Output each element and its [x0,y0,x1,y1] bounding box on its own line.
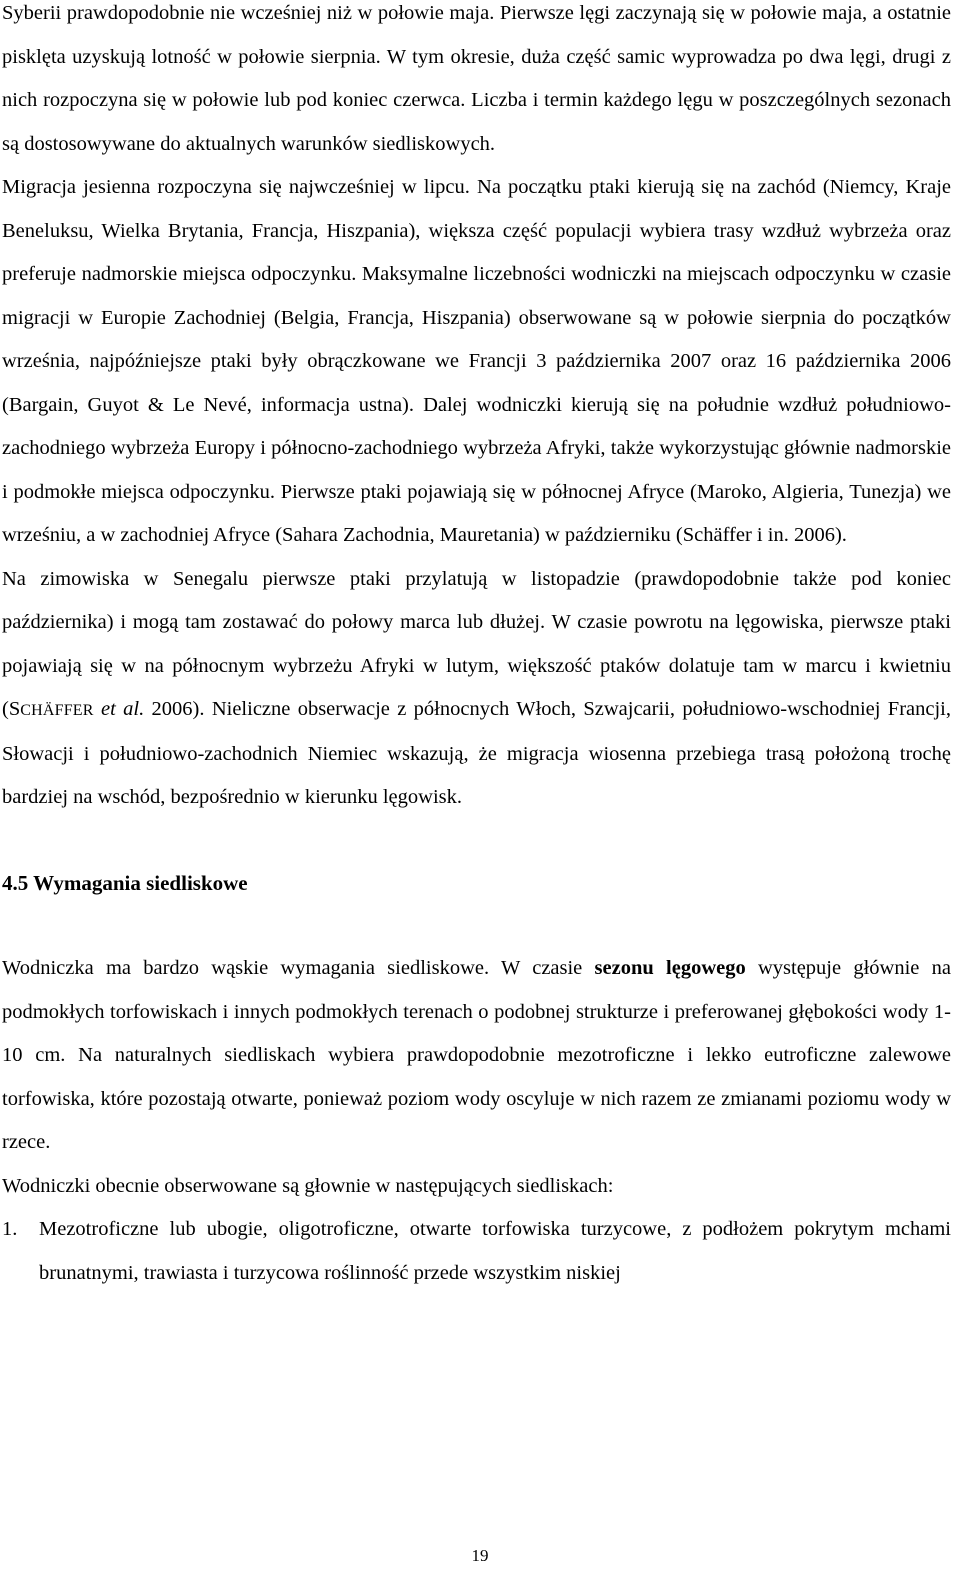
paragraph-habitat-start: Wodniczka ma bardzo wąskie wymagania siedliskowe. W czasie [2,957,595,979]
page-number: 19 [471,1546,489,1565]
citation-et-al: et al. [101,698,145,720]
spacer [2,905,951,947]
list-item [2,1208,951,1295]
list-item-number: 1. [2,1218,18,1240]
paragraph-habitat-requirements [2,947,951,1165]
section-heading: 4.5 Wymagania siedliskowe [2,870,248,895]
paragraph-habitat-intro: Wodniczki obecnie obserwowane są głownie w następujących siedliskach: [2,1174,614,1197]
citation-author-initial: S [8,698,21,720]
list-item-text: Mezotroficzne lub ubogie, oligotroficzne, otwarte torfowiska turzycowe, z podłożem pokrytym mchami brunatnymi, trawiasta i turzycowa roślinność przede wszystkim niskiej [39,1218,951,1284]
paragraph-wintering-end: 2006). Nieliczne obserwacje z północnych Włoch, Szwajcarii, południowo-wschodniej Francji, Słowacji i południowo-zachodnich Niemiec wskazują, że migracja wiosenna przebiega trasą położoną trochę bardziej na wschód, bezpośrednio w kierunku lęgowisk. [2,698,952,808]
bold-term-breeding-season: sezonu lęgowego [594,957,746,979]
paragraph-autumn-migration: Migracja jesienna rozpoczyna się najwcześniej w lipcu. Na początku ptaki kierują się na zachód (Niemcy, Kraje Beneluksu, Wielka Brytania, Francja, Hiszpania), większa część populacji wybiera trasy wzdłuż wybrzeża oraz preferuje nadmorskie miejsca odpoczynku. Maksymalne liczebności wodniczki na miejscach odpoczynku w czasie migracji w Europie Zachodniej (Belgia, Francja, Hiszpania) obserwowane są w połowie sierpnia do początków września, najpóźniejsze ptaki były obrączkowane we Francji 3 października 2007 oraz 16 października 2006 (Bargain, Guyot & Le Nevé, informacja ustna). Dalej wodniczki kierują się na południe wzdłuż południowo-zachodniego wybrzeża Europy i północno-zachodniego wybrzeża Afryki, także wykorzystując głównie nadmorskie i podmokłe miejsca odpoczynku. Pierwsze ptaki pojawiają się w północnej Afryce (Maroko, Algieria, Tunezja) we wrześniu, a w zachodniej Afryce (Sahara Zachodnia, Mauretania) w październiku (Schäffer i in. 2006). [2,176,951,546]
citation-author-smallcaps: CHÄFFER [20,702,94,719]
spacer [2,820,951,862]
paragraph-habitat-end: występuje głównie na podmokłych torfowiskach i innych podmokłych terenach o podobnej strukturze i preferowanej głębokości wody 1-10 cm. Na naturalnych siedliskach wybiera prawdopodobnie mezotroficzne i lekko eutroficzne zalewowe torfowiska, które pozostają otwarte, ponieważ poziom wody oscyluje w nich razem ze zmianami poziomu wody w rzece. [2,957,951,1153]
document-page [2,0,951,1295]
paragraph-wintering [2,558,951,820]
paragraph-wintering-start: Na zimowiska w Senegalu pierwsze ptaki przylatują w listopadzie (prawdopodobnie także pod koniec października) i mogą tam zostawać do połowy marca lub dłużej. W czasie powrotu na lęgowiska, pierwsze ptaki pojawiają się w na północnym wybrzeżu Afryki w lutym, większość ptaków dolatuje tam w marcu i kwietniu ( [2,567,951,720]
paragraph-breeding: Syberii prawdopodobnie nie wcześniej niż w połowie maja. Pierwsze lęgi zaczynają się w połowie maja, a ostatnie pisklęta uzyskują lotność w połowie sierpnia. W tym okresie, duża część samic wyprowadza po dwa lęgi, drugi z nich rozpoczyna się w połowie lub pod koniec czerwca. Liczba i termin każdego lęgu w poszczególnych sezonach są dostosowywane do aktualnych warunków siedliskowych. [2,2,951,155]
